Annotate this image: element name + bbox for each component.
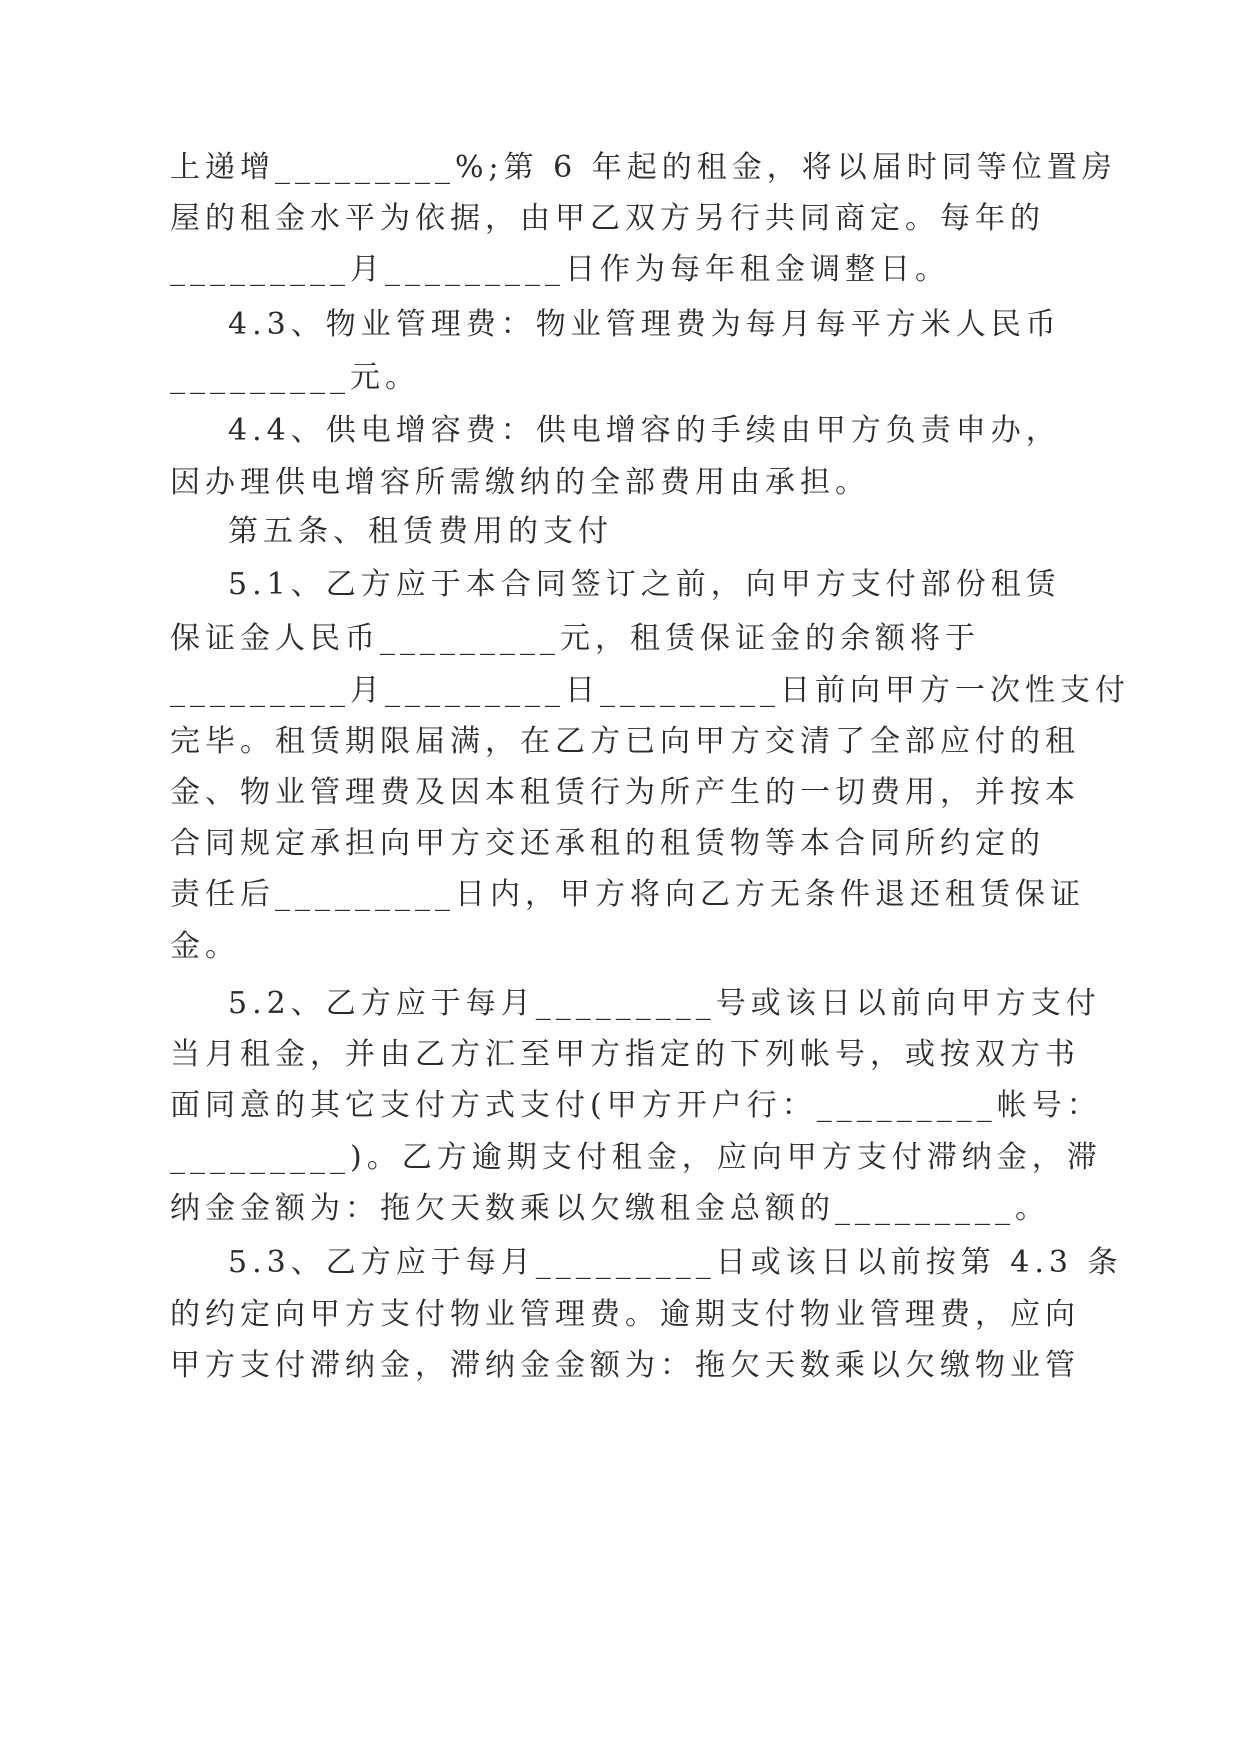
text-line: 纳金金额为：拖欠天数乘以欠缴租金总额的_________。 <box>170 1191 1050 1226</box>
text-line: 面同意的其它支付方式支付(甲方开户行：_________帐号： <box>170 1088 1102 1123</box>
text-line: 甲方支付滞纳金，滞纳金金额为：拖欠天数乘以欠缴物业管 <box>170 1348 1080 1383</box>
text-line: 金。 <box>170 929 240 964</box>
text-line: 完毕。租赁期限届满，在乙方已向甲方交清了全部应付的租 <box>170 724 1080 759</box>
text-line: 责任后_________日内，甲方将向乙方无条件退还租赁保证 <box>170 877 1085 912</box>
text-line: 因办理供电增容所需缴纳的全部费用由承担。 <box>170 465 870 500</box>
text-line: 5.3、乙方应于每月_________日或该日以前按第 4.3 条 <box>228 1245 1123 1280</box>
text-line: 金、物业管理费及因本租赁行为所产生的一切费用，并按本 <box>170 775 1080 810</box>
text-line: _________月_________日_________日前向甲方一次性支付 <box>170 673 1130 708</box>
text-line: 5.2、乙方应于每月_________号或该日以前向甲方支付 <box>228 986 1101 1021</box>
text-line: 4.4、供电增容费：供电增容的手续由甲方负责申办， <box>228 413 1061 448</box>
text-line: _________)。乙方逾期支付租金，应向甲方支付滞纳金，滞 <box>170 1140 1102 1175</box>
text-line: _________月_________日作为每年租金调整日。 <box>170 252 950 287</box>
text-line: 的约定向甲方支付物业管理费。逾期支付物业管理费，应向 <box>170 1297 1080 1332</box>
text-line: 保证金人民币_________元，租赁保证金的余额将于 <box>170 621 980 656</box>
text-line: 上递增_________%;第 6 年起的租金，将以届时同等位置房 <box>170 150 1117 185</box>
text-line: 5.1、乙方应于本合同签订之前，向甲方支付部份租赁 <box>228 567 1061 602</box>
section-heading: 第五条、租赁费用的支付 <box>228 514 613 549</box>
text-line: 当月租金，并由乙方汇至甲方指定的下列帐号，或按双方书 <box>170 1037 1080 1072</box>
text-line: 合同规定承担向甲方交还承租的租赁物等本合同所约定的 <box>170 826 1045 861</box>
text-line: 屋的租金水平为依据，由甲乙双方另行共同商定。每年的 <box>170 201 1045 236</box>
text-line: 4.3、物业管理费：物业管理费为每月每平方米人民币 <box>228 307 1061 342</box>
text-line: _________元。 <box>170 360 420 395</box>
